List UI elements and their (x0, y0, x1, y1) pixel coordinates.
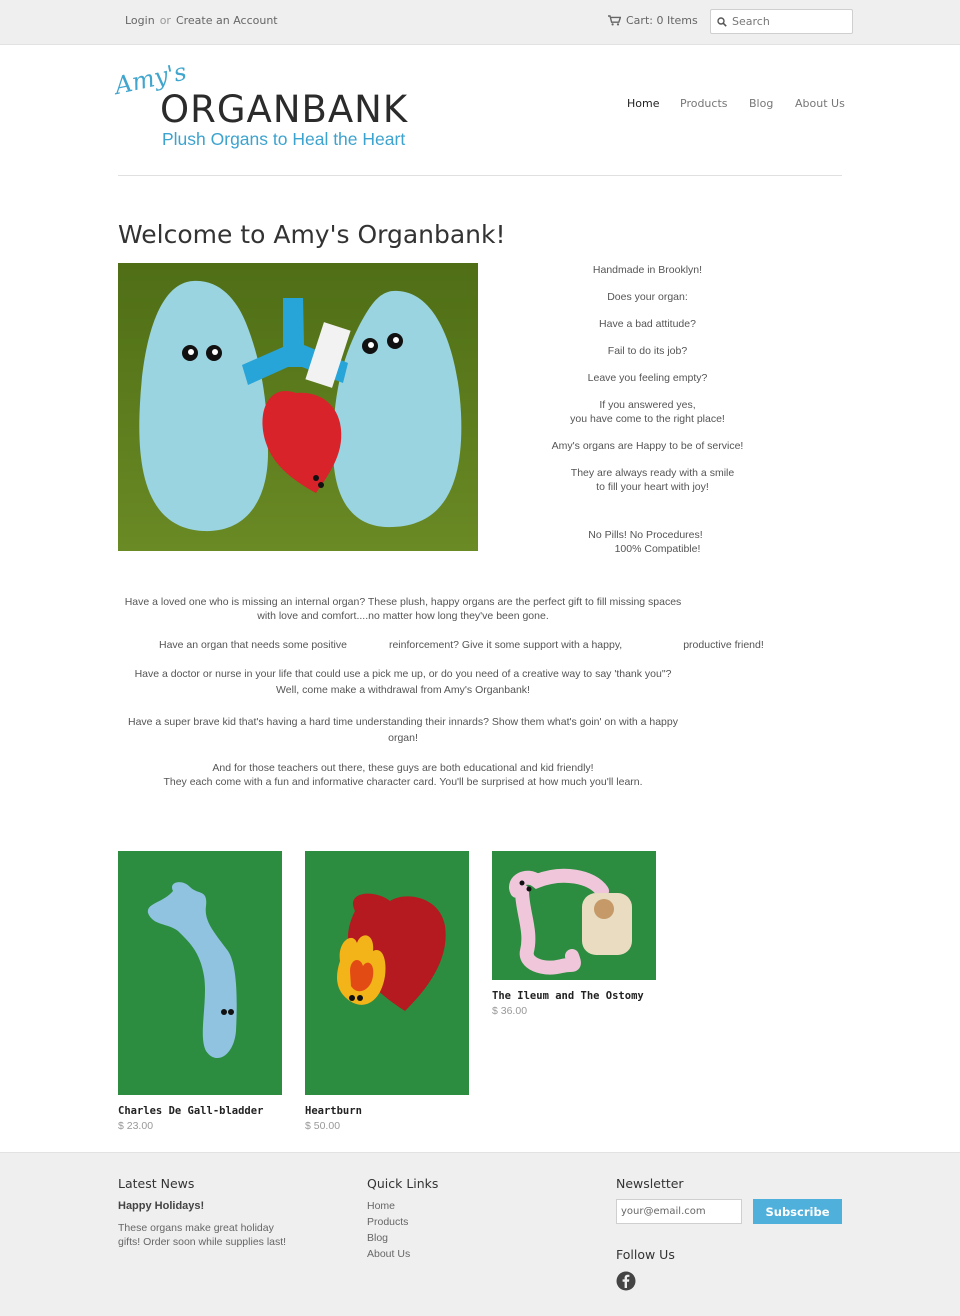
create-account-link[interactable]: Create an Account (175, 14, 278, 27)
intro-line: If you answered yes, (599, 399, 696, 411)
login-link[interactable]: Login (125, 14, 155, 27)
logo-brand: ORGANBANK (160, 88, 409, 131)
hero-image (118, 263, 478, 551)
subscribe-button[interactable]: Subscribe (753, 1199, 842, 1224)
body-line: Well, come make a withdrawal from Amy's Organbank! (276, 684, 530, 696)
or-text: or (159, 14, 171, 27)
search-box[interactable] (710, 9, 853, 34)
body-line: They each come with a fun and informative character card. You'll be surprised at how much you'll learn. (163, 776, 643, 788)
cart-label: Cart: 0 Items (626, 14, 698, 27)
body-fragment: reinforcement? Give it some support with a happy, (388, 639, 623, 651)
quick-links-heading: Quick Links (367, 1176, 439, 1191)
product-price: $ 23.00 (118, 1120, 154, 1132)
logo-tagline: Plush Organs to Heal the Heart (162, 129, 406, 149)
footer-link-home[interactable]: Home (367, 1200, 396, 1212)
quick-links (367, 1176, 438, 1264)
body-fragment: Have an organ that needs some positive (159, 639, 347, 651)
intro-line: Amy's organs are Happy to be of service! (551, 440, 744, 452)
intro-line: Leave you feeling empty? (587, 372, 708, 384)
intro-line: Fail to do its job? (607, 345, 688, 357)
body-line: And for those teachers out there, these guys are both educational and kid friendly! (212, 762, 594, 774)
body-line: Have a super brave kid that's having a hard time understanding their innards? Show them what's goin' on with a happy (127, 716, 678, 728)
search-input[interactable] (732, 15, 844, 28)
product-image[interactable] (492, 851, 656, 980)
header-divider (118, 175, 842, 176)
latest-news (118, 1176, 288, 1249)
body-line: organ! (388, 732, 418, 744)
page-title: Welcome to Amy's Organbank! (118, 220, 506, 249)
news-body: These organs make great holiday gifts! Order soon while supplies last! (118, 1222, 287, 1248)
newsletter (616, 1176, 684, 1200)
product-card[interactable] (492, 851, 656, 1017)
intro-line: They are always ready with a smile (570, 467, 735, 479)
product-card[interactable] (118, 851, 282, 1132)
follow-heading: Follow Us (616, 1247, 675, 1262)
product-name[interactable]: The Ileum and The Ostomy (492, 990, 644, 1002)
body-line: Have a loved one who is missing an internal organ? These plush, happy organs are the perfect gift to fill missing spaces (124, 596, 682, 608)
footer-link-blog[interactable]: Blog (367, 1232, 389, 1244)
logo-amys: Amy's (112, 57, 189, 100)
nav-blog[interactable]: Blog (749, 97, 774, 110)
footer-link-about-us[interactable]: About Us (367, 1248, 411, 1260)
body-line: Have a doctor or nurse in your life that could use a pick me up, or do you need of a creative way to say 'thank you"? (134, 668, 672, 680)
nav-home[interactable]: Home (627, 97, 660, 110)
product-price: $ 36.00 (492, 1005, 528, 1017)
quick-links-list (367, 1200, 438, 1260)
intro-line: 100% Compatible! (614, 543, 701, 555)
intro-line: to fill your heart with joy! (596, 481, 709, 493)
intro-line: No Pills! No Procedures! (588, 529, 703, 541)
news-heading: Latest News (118, 1176, 195, 1191)
news-title[interactable]: Happy Holidays! (118, 1200, 205, 1212)
body-line: with love and comfort....no matter how long they've been gone. (257, 610, 549, 622)
body-text (118, 595, 788, 789)
facebook-icon (616, 1271, 636, 1291)
product-name[interactable]: Charles De Gall-bladder (118, 1105, 264, 1117)
main-nav (0, 97, 960, 117)
footer-link-products[interactable]: Products (367, 1216, 409, 1228)
body-line (118, 638, 788, 652)
intro-line: Handmade in Brooklyn! (592, 264, 703, 276)
intro-line: Does your organ: (607, 291, 688, 303)
footer (0, 1152, 960, 1316)
product-image[interactable] (118, 851, 282, 1095)
product-card[interactable] (305, 851, 469, 1132)
email-input[interactable] (616, 1199, 742, 1224)
cart-icon (608, 15, 621, 26)
intro-text (520, 263, 785, 556)
facebook-link[interactable] (616, 1271, 636, 1291)
product-price: $ 50.00 (305, 1120, 341, 1132)
product-image[interactable] (305, 851, 469, 1095)
body-fragment: productive friend! (683, 639, 764, 651)
newsletter-heading: Newsletter (616, 1176, 684, 1191)
nav-about-us[interactable]: About Us (795, 97, 845, 110)
top-bar (0, 0, 960, 45)
intro-line: you have come to the right place! (570, 413, 725, 425)
product-name[interactable]: Heartburn (305, 1105, 362, 1117)
cart-link[interactable] (608, 14, 698, 27)
nav-products[interactable]: Products (680, 97, 728, 110)
intro-line: Have a bad attitude? (599, 318, 696, 330)
search-icon (717, 17, 727, 27)
account-links (125, 14, 278, 27)
